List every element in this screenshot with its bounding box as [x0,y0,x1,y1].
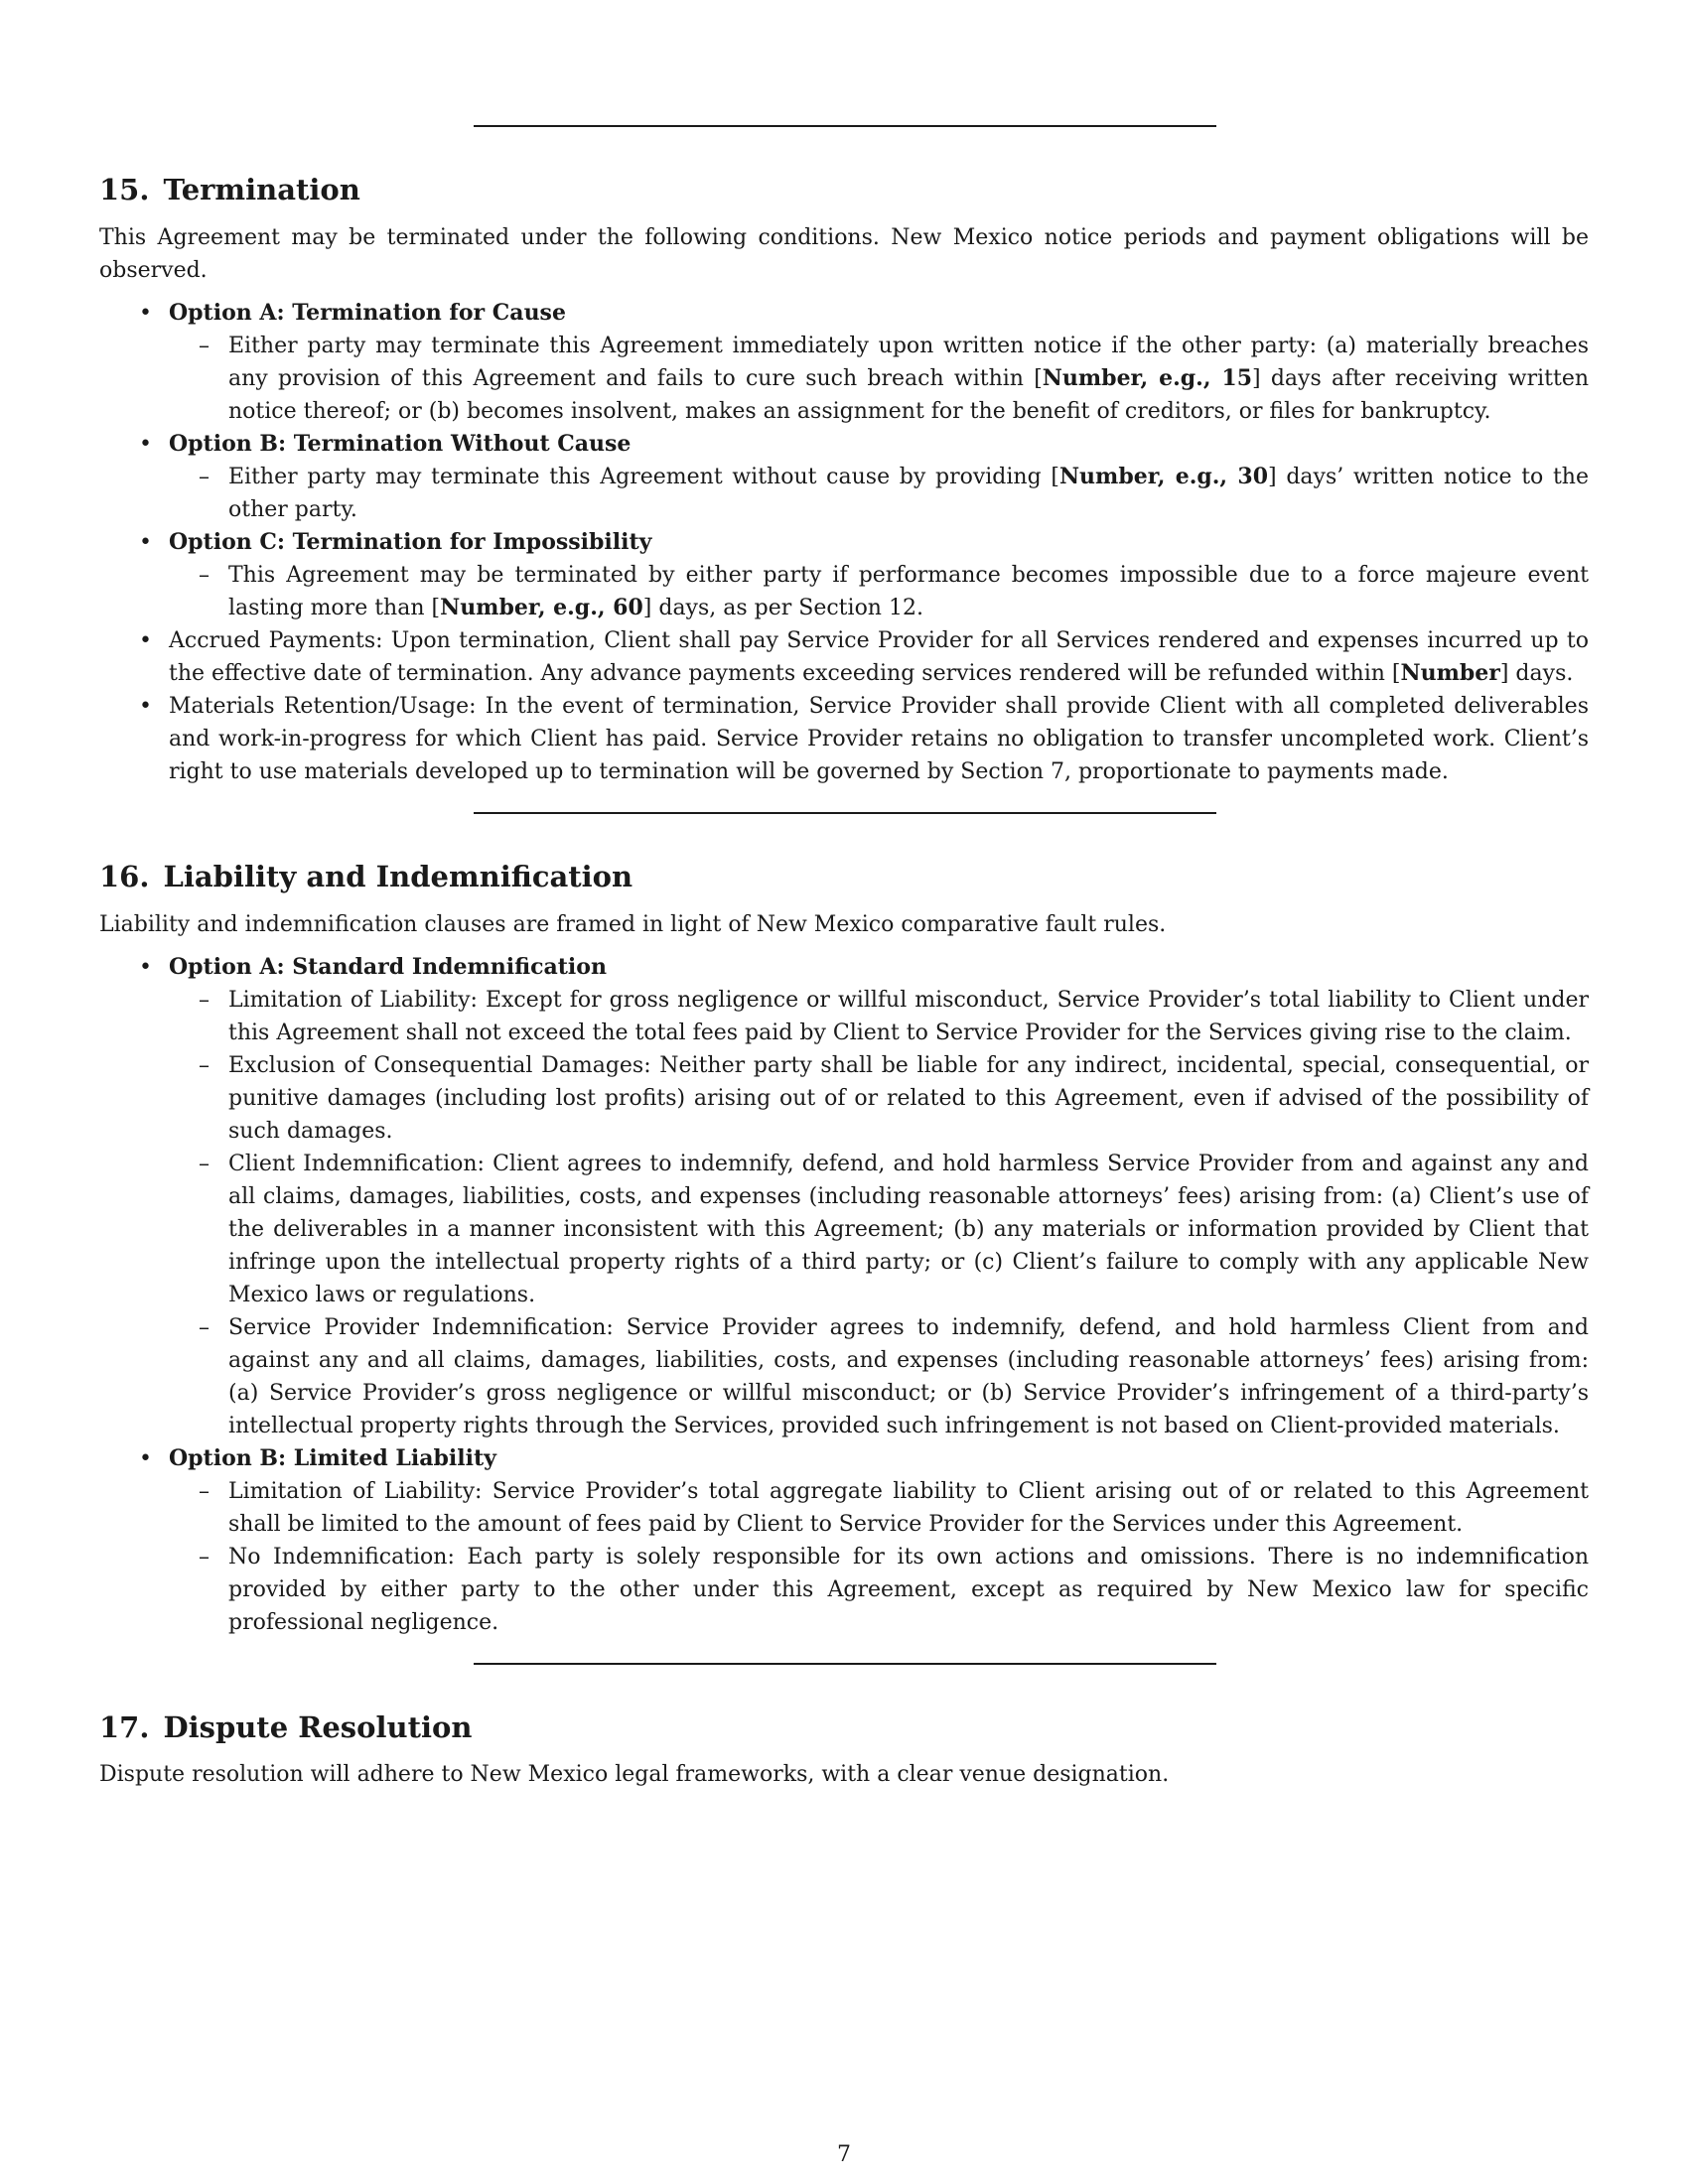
document-page [99,0,1589,1801]
sub-list-item: – Limitation of Liability: Service Provider’s total aggregate liability to Client arising out of or related to this Agreement shall be limited to the amount of fees paid by Client to Service Provider for the Services under this Agreement. [169,1475,1589,1541]
sub-list-item: – This Agreement may be terminated by either party if performance becomes impossible due to a force majeure event lasting more than [Number, e.g., 60] days, as per Section 12. [169,559,1589,624]
sub-list-item: – Limitation of Liability: Except for gross negligence or willful misconduct, Service Provider’s total liability to Client under this Agreement shall not exceed the total fees paid by Client to Service Provider for the Services giving rise to the claim. [169,984,1589,1049]
section-intro: Liability and indemnification clauses are framed in light of New Mexico comparative fault rules. [99,911,1167,937]
option-label: Option B: Termination Without Cause [169,430,632,457]
option-label: Option C: Termination for Impossibility [169,528,652,555]
list-item: • Materials Retention/Usage: In the event of termination, Service Provider shall provide Client with all completed deliverables and work-in-progress for which Client has paid. Service Provider retains no obligation to transfer uncompleted work. Client’s right to use materials developed up to termination will be governed by Section 7, proportionate to payments made. [99,690,1589,788]
section-heading-liability: 16. Liability and Indemnification [99,859,633,893]
sub-list-item: – Client Indemnification: Client agrees to indemnify, defend, and hold harmless Service Provider from and against any and all claims, damages, liabilities, costs, and expenses (including reasonable attorneys’ fees) arising from: (a) Client’s use of the deliverables in a manner inconsistent with this Agreement; (b) any materials or information provided by Client that infringe upon the intellectual property rights of a third party; or (c) Client’s failure to comply with any applicable New Mexico laws or regulations. [169,1148,1589,1311]
page-number: 7 [837,2142,851,2167]
list-item [99,297,1589,428]
section-divider [474,1663,1216,1665]
section-divider [474,125,1216,127]
section-heading-dispute: 17. Dispute Resolution [99,1709,473,1744]
list-item [99,526,1589,624]
section-intro: Dispute resolution will adhere to New Mexico legal frameworks, with a clear venue designation. [99,1762,1170,1788]
liability-options-list [99,951,1589,1639]
option-label: Option A: Standard Indemnification [169,953,607,980]
list-item [99,428,1589,526]
section-divider [474,812,1216,814]
termination-options-list [99,297,1589,788]
placeholder-field: Number, e.g., 30 [1058,463,1269,489]
option-label: Option B: Limited Liability [169,1444,496,1471]
list-item [99,1442,1589,1639]
list-item: • Accrued Payments: Upon termination, Client shall pay Service Provider for all Services rendered and expenses incurred up to the effective date of termination. Any advance payments exceeding services rendered will be refunded within [Number] days. [99,624,1589,690]
sub-list-item: – Exclusion of Consequential Damages: Neither party shall be liable for any indirect, incidental, special, consequential, or punitive damages (including lost profits) arising out of or related to this Agreement, even if advised of the possibility of such damages. [169,1049,1589,1148]
placeholder-field: Number [1400,659,1500,686]
list-item [99,951,1589,1442]
placeholder-field: Number, e.g., 15 [1042,364,1253,391]
sub-list-item: – No Indemnification: Each party is solely responsible for its own actions and omissions. There is no indemnification provided by either party to the other under this Agreement, except as required by New Mexico law for specific professional negligence. [169,1541,1589,1639]
section-heading-termination: 15. Termination [99,173,360,206]
option-label: Option A: Termination for Cause [169,299,566,326]
sub-list-item: – Either party may terminate this Agreement without cause by providing [Number, e.g., 30] days’ written notice to the other party. [169,461,1589,526]
placeholder-field: Number, e.g., 60 [440,594,643,620]
sub-list-item: – Service Provider Indemnification: Service Provider agrees to indemnify, defend, and hold harmless Client from and against any and all claims, damages, liabilities, costs, and expenses (including reasonable attorneys’ fees) arising from: (a) Service Provider’s gross negligence or willful misconduct; or (b) Service Provider’s infringement of a third-party’s intellectual property rights through the Services, provided such infringement is not based on Client-provided materials. [169,1311,1589,1442]
section-intro: This Agreement may be terminated under the following conditions. New Mexico notice periods and payment obligations will be observed. [99,224,1589,283]
sub-list-item: – Either party may terminate this Agreement immediately upon written notice if the other party: (a) materially breaches any provision of this Agreement and fails to cure such breach within [Number, e.g., 15] days after receiving written notice thereof; or (b) becomes insolvent, makes an assignment for the benefit of creditors, or files for bankruptcy. [169,330,1589,428]
